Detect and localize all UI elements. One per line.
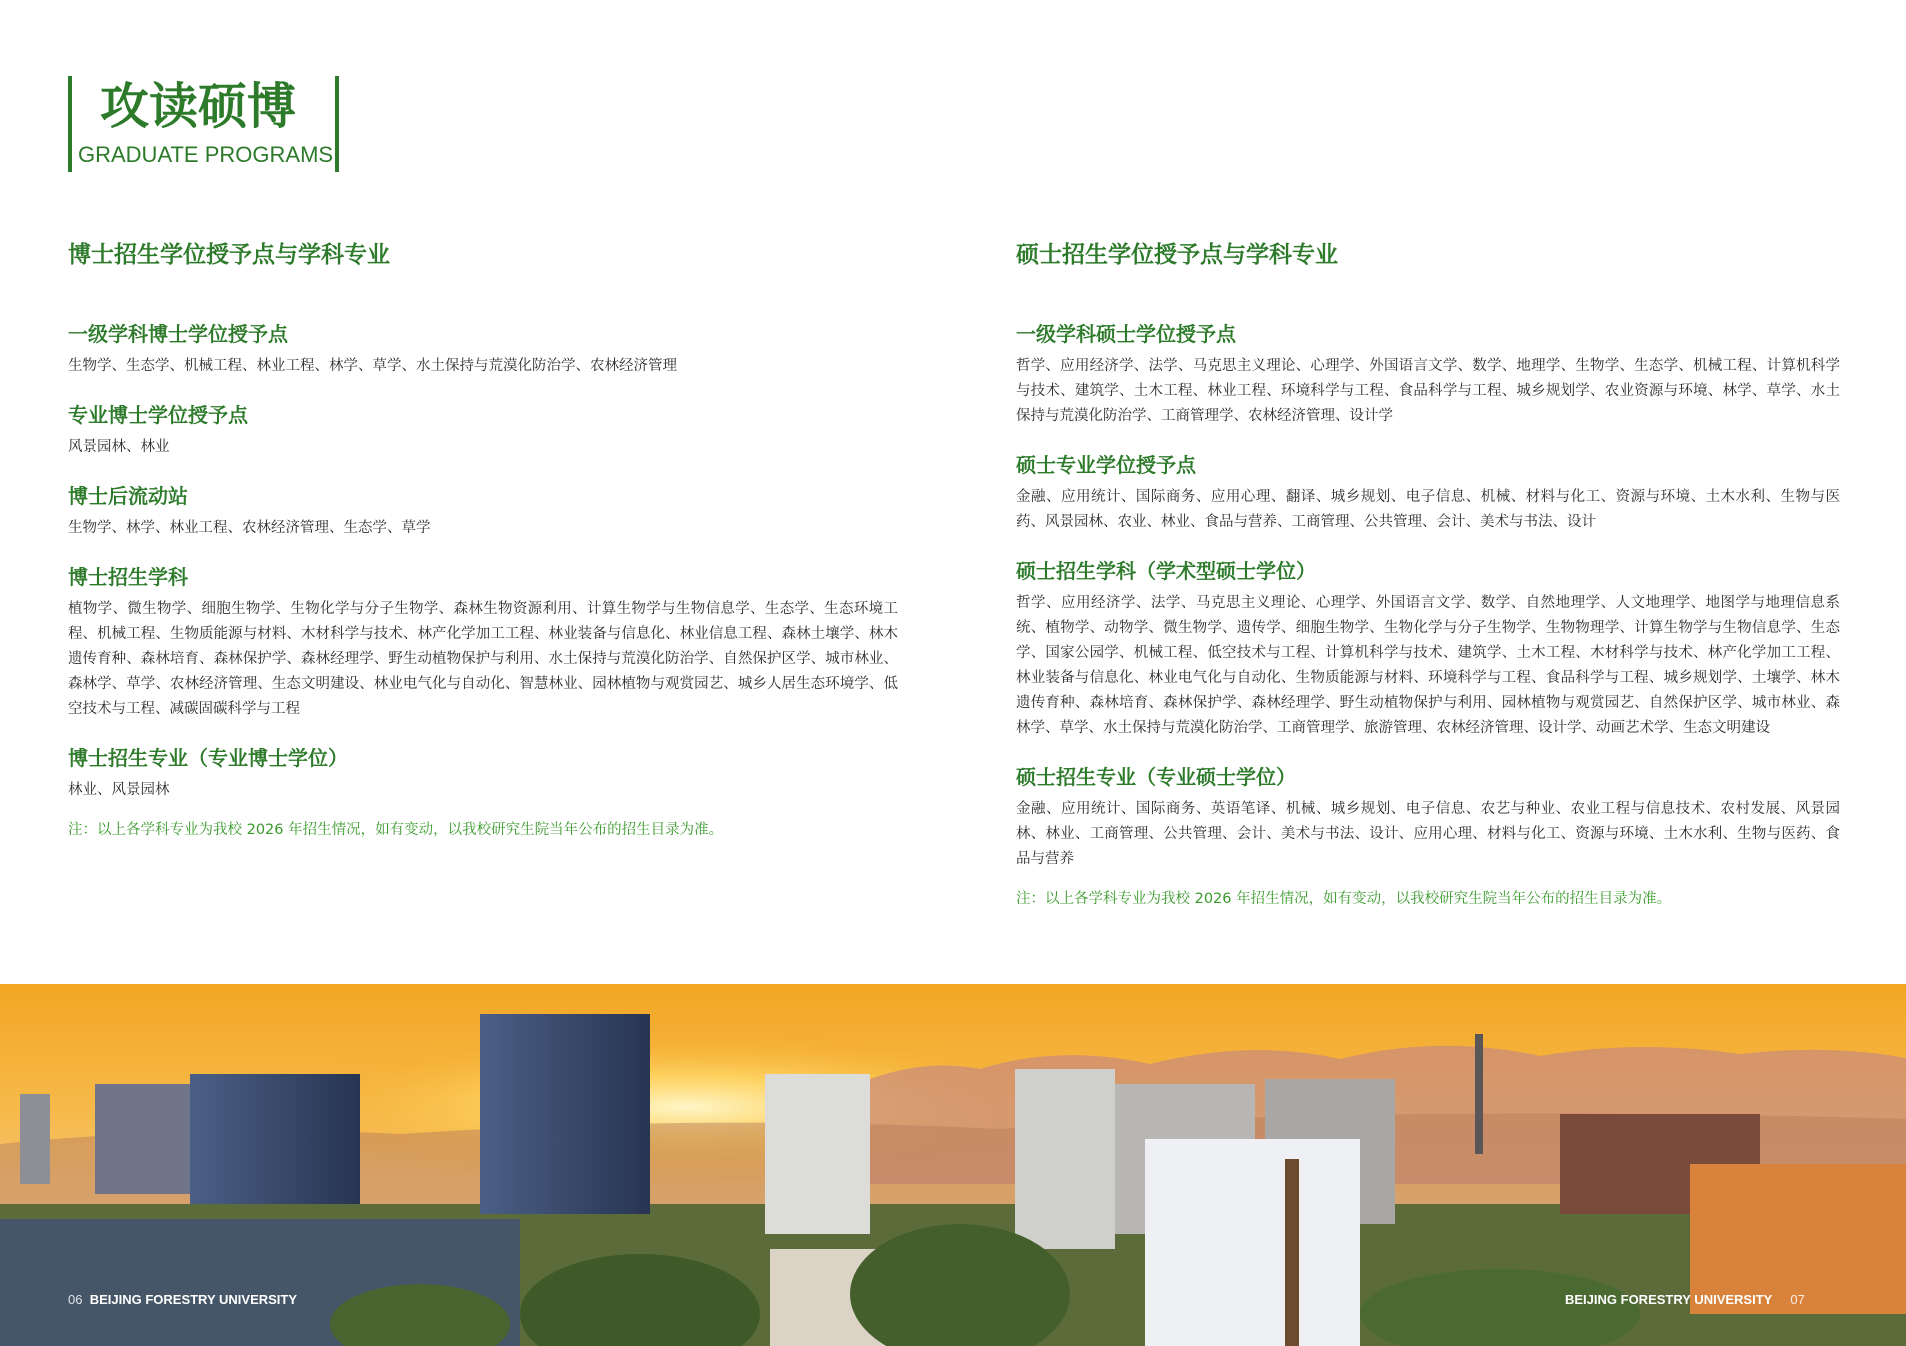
masters-section <box>1016 763 1840 872</box>
section-body: 哲学、应用经济学、法学、马克思主义理论、心理学、外国语言文学、数学、自然地理学、人文地理学、地图学与地理信息系统、植物学、动物学、微生物学、遗传学、细胞生物学、生物化学与分子生物学、生物物理学、计算生物学与生物信息学、生态学、国家公园学、机械工程、低空技术与工程、计算机科学与技术、建筑学、土木工程、木材科学与技术、林产化学加工工程、林业装备与信息化、林业电气化与自动化、生物质能源与材料、环境科学与工程、食品科学与工程、城乡规划学、土壤学、林木遗传育种、森林培育、森林保护学、森林经理学、野生动植物保护与利用、园林植物与观赏园艺、自然保护区学、城市林业、森林学、草学、水土保持与荒漠化防治学、工商管理学、旅游管理、农林经济管理、设计学、动画艺术学、生态文明建设 <box>1016 595 1840 736</box>
masters-note: 注：以上各学科专业为我校 2026 年招生情况，如有变动，以我校研究生院当年公布的招生目录为准。 <box>1016 891 1672 907</box>
section-body: 风景园林、林业 <box>68 439 170 455</box>
footer-left <box>68 1292 297 1307</box>
page-number-left: 06 <box>68 1292 83 1307</box>
header-title-cn: 攻读硕博 <box>100 77 297 135</box>
header-title-en: GRADUATE PROGRAMS <box>78 142 334 167</box>
footer-right <box>1565 1292 1805 1307</box>
doctoral-section <box>68 401 898 460</box>
doctoral-column <box>68 240 898 841</box>
masters-column-title: 硕士招生学位授予点与学科专业 <box>1016 241 1338 268</box>
section-title: 博士后流动站 <box>68 484 188 508</box>
section-title: 专业博士学位授予点 <box>68 403 248 427</box>
section-body: 林业、风景园林 <box>68 782 170 798</box>
header-bar-right <box>335 76 339 172</box>
masters-section <box>1016 451 1840 535</box>
doctoral-section <box>68 320 898 379</box>
section-title: 一级学科硕士学位授予点 <box>1016 322 1236 346</box>
doctoral-column-title: 博士招生学位授予点与学科专业 <box>68 241 390 268</box>
footer-university-right: BEIJING FORESTRY UNIVERSITY <box>1565 1292 1773 1307</box>
doctoral-section <box>68 563 898 722</box>
section-title: 一级学科博士学位授予点 <box>68 322 288 346</box>
section-title: 博士招生专业（专业博士学位） <box>68 746 348 770</box>
page-number-right: 07 <box>1790 1292 1805 1307</box>
section-title: 博士招生学科 <box>68 565 188 589</box>
section-body: 生物学、生态学、机械工程、林业工程、林学、草学、水土保持与荒漠化防治学、农林经济管理 <box>68 358 677 374</box>
section-body: 金融、应用统计、国际商务、英语笔译、机械、城乡规划、电子信息、农艺与种业、农业工程与信息技术、农村发展、风景园林、林业、工商管理、公共管理、会计、美术与书法、设计、应用心理、材料与化工、资源与环境、土木水利、生物与医药、食品与营养 <box>1016 801 1840 867</box>
section-body: 植物学、微生物学、细胞生物学、生物化学与分子生物学、森林生物资源利用、计算生物学与生物信息学、生态学、生态环境工程、机械工程、生物质能源与材料、木材科学与技术、林产化学加工工程、林业装备与信息化、林业信息工程、森林土壤学、林木遗传育种、森林培育、森林保护学、森林经理学、野生动植物保护与利用、水土保持与荒漠化防治学、自然保护区学、城市林业、森林学、草学、农林经济管理、生态文明建设、林业电气化与自动化、智慧林业、园林植物与观赏园艺、城乡人居生态环境学、低空技术与工程、减碳固碳科学与工程 <box>68 601 898 717</box>
section-body: 金融、应用统计、国际商务、应用心理、翻译、城乡规划、电子信息、机械、材料与化工、资源与环境、土木水利、生物与医药、风景园林、农业、林业、食品与营养、工商管理、公共管理、会计、美术与书法、设计 <box>1016 489 1840 530</box>
footer-university-left: BEIJING FORESTRY UNIVERSITY <box>89 1292 298 1307</box>
section-body: 哲学、应用经济学、法学、马克思主义理论、心理学、外国语言文学、数学、地理学、生物学、生态学、机械工程、计算机科学与技术、建筑学、土木工程、林业工程、环境科学与工程、食品科学与工程、城乡规划学、农业资源与环境、林学、草学、水土保持与荒漠化防治学、工商管理学、农林经济管理、设计学 <box>1016 358 1840 424</box>
section-title: 硕士专业学位授予点 <box>1016 453 1196 477</box>
doctoral-section <box>68 482 898 541</box>
doctoral-section <box>68 744 898 803</box>
masters-column <box>1016 240 1840 910</box>
header-bar-left <box>68 76 72 172</box>
doctoral-note: 注：以上各学科专业为我校 2026 年招生情况，如有变动，以我校研究生院当年公布的招生目录为准。 <box>68 822 724 838</box>
section-body: 生物学、林学、林业工程、农林经济管理、生态学、草学 <box>68 520 431 536</box>
section-title: 硕士招生专业（专业硕士学位） <box>1016 765 1296 789</box>
section-title: 硕士招生学科（学术型硕士学位） <box>1016 559 1316 583</box>
masters-section <box>1016 320 1840 429</box>
masters-section <box>1016 557 1840 741</box>
